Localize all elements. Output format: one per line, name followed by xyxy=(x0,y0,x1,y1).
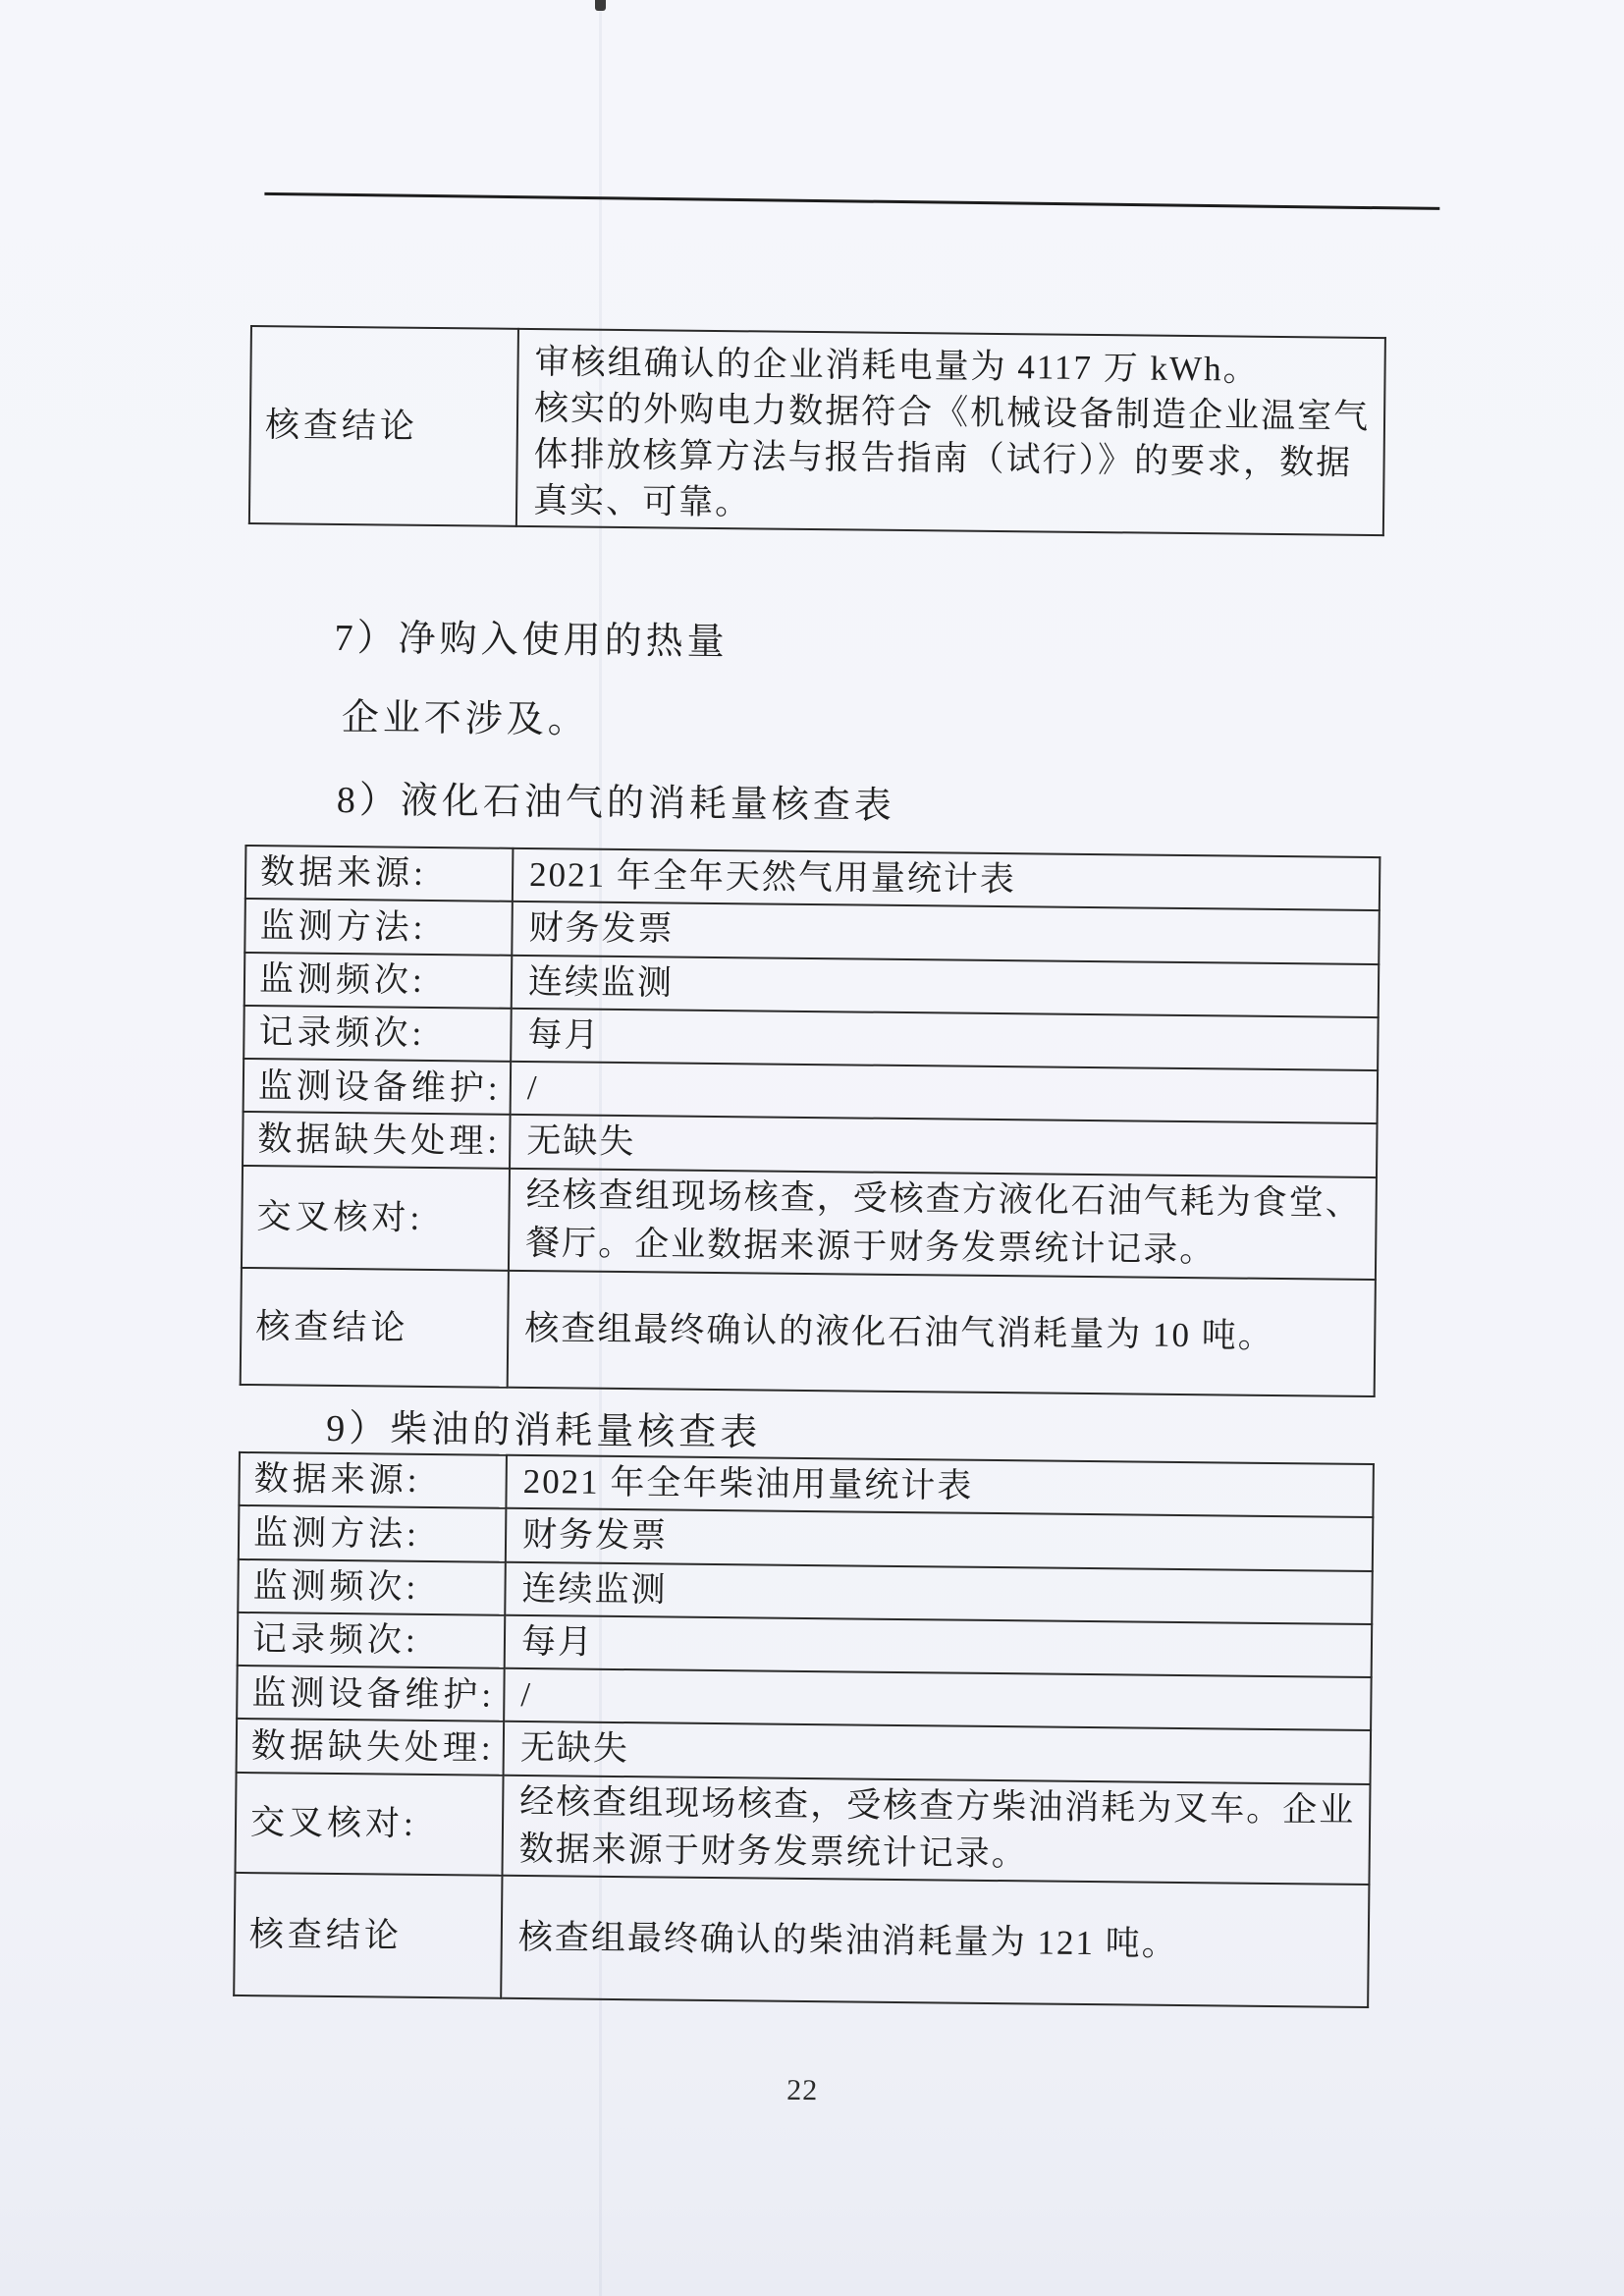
row-label: 监测频次: xyxy=(244,953,513,1009)
row-label: 核查结论 xyxy=(249,326,518,526)
row-value: 经核查组现场核查，受核查方液化石油气耗为食堂、餐厅。企业数据来源于财务发票统计记录。 xyxy=(509,1169,1377,1280)
row-label: 监测方法: xyxy=(244,899,513,955)
row-label: 数据缺失处理: xyxy=(243,1112,511,1168)
row-value: 财务发票 xyxy=(512,902,1380,964)
row-value: 每月 xyxy=(505,1615,1373,1678)
row-label: 交叉核对: xyxy=(235,1773,503,1876)
lpg-consumption-table xyxy=(240,845,1381,1397)
row-value: 2021 年全年柴油用量统计表 xyxy=(506,1455,1374,1518)
row-value: 2021 年全年天然气用量统计表 xyxy=(513,848,1380,911)
electricity-conclusion-table xyxy=(248,325,1386,536)
row-label: 监测频次: xyxy=(238,1559,506,1615)
row-label: 交叉核对: xyxy=(242,1166,510,1271)
table-row xyxy=(234,1873,1369,2007)
row-value: / xyxy=(504,1668,1372,1731)
row-value: 财务发票 xyxy=(506,1508,1374,1571)
table-row xyxy=(235,1773,1370,1886)
row-value: 连续监测 xyxy=(512,955,1380,1017)
section-9-heading: 9）柴油的消耗量核查表 xyxy=(326,1407,762,1454)
row-value: 无缺失 xyxy=(510,1115,1378,1177)
row-value: 核查组最终确认的液化石油气消耗量为 10 吨。 xyxy=(508,1271,1376,1396)
row-label: 数据缺失处理: xyxy=(237,1719,505,1775)
row-value: 核查组最终确认的柴油消耗量为 121 吨。 xyxy=(501,1876,1369,2007)
row-label: 记录频次: xyxy=(244,1006,512,1062)
row-value: 连续监测 xyxy=(505,1561,1373,1624)
row-value: / xyxy=(511,1062,1379,1124)
row-value: 无缺失 xyxy=(504,1722,1372,1784)
table-row xyxy=(241,1268,1376,1396)
row-value: 每月 xyxy=(511,1009,1379,1071)
row-label: 记录频次: xyxy=(238,1613,506,1668)
row-value: 经核查组现场核查，受核查方柴油消耗为叉车。企业数据来源于财务发票统计记录。 xyxy=(502,1776,1370,1886)
page-number: 22 xyxy=(786,2073,819,2107)
row-label: 监测设备维护: xyxy=(244,1059,512,1115)
row-label: 监测方法: xyxy=(239,1505,507,1561)
section-8-heading: 8）液化石油气的消耗量核查表 xyxy=(336,779,896,827)
row-value: 审核组确认的企业消耗电量为 4117 万 kWh。 核实的外购电力数据符合《机械设备制造企业温室气体排放核算方法与报告指南（试行）》的要求，数据真实、可靠。 xyxy=(516,329,1385,535)
row-label: 核查结论 xyxy=(234,1873,502,1998)
section-7-heading: 7）净购入使用的热量 xyxy=(334,617,729,664)
diesel-consumption-table xyxy=(233,1451,1375,2008)
header-rule xyxy=(264,192,1439,210)
row-label: 数据来源: xyxy=(245,846,514,902)
table-row xyxy=(242,1166,1377,1280)
table-row xyxy=(249,326,1385,535)
row-label: 核查结论 xyxy=(241,1268,509,1388)
section-7-body: 企业不涉及。 xyxy=(341,696,590,741)
row-label: 监测设备维护: xyxy=(237,1666,505,1722)
row-label: 数据来源: xyxy=(239,1452,507,1508)
